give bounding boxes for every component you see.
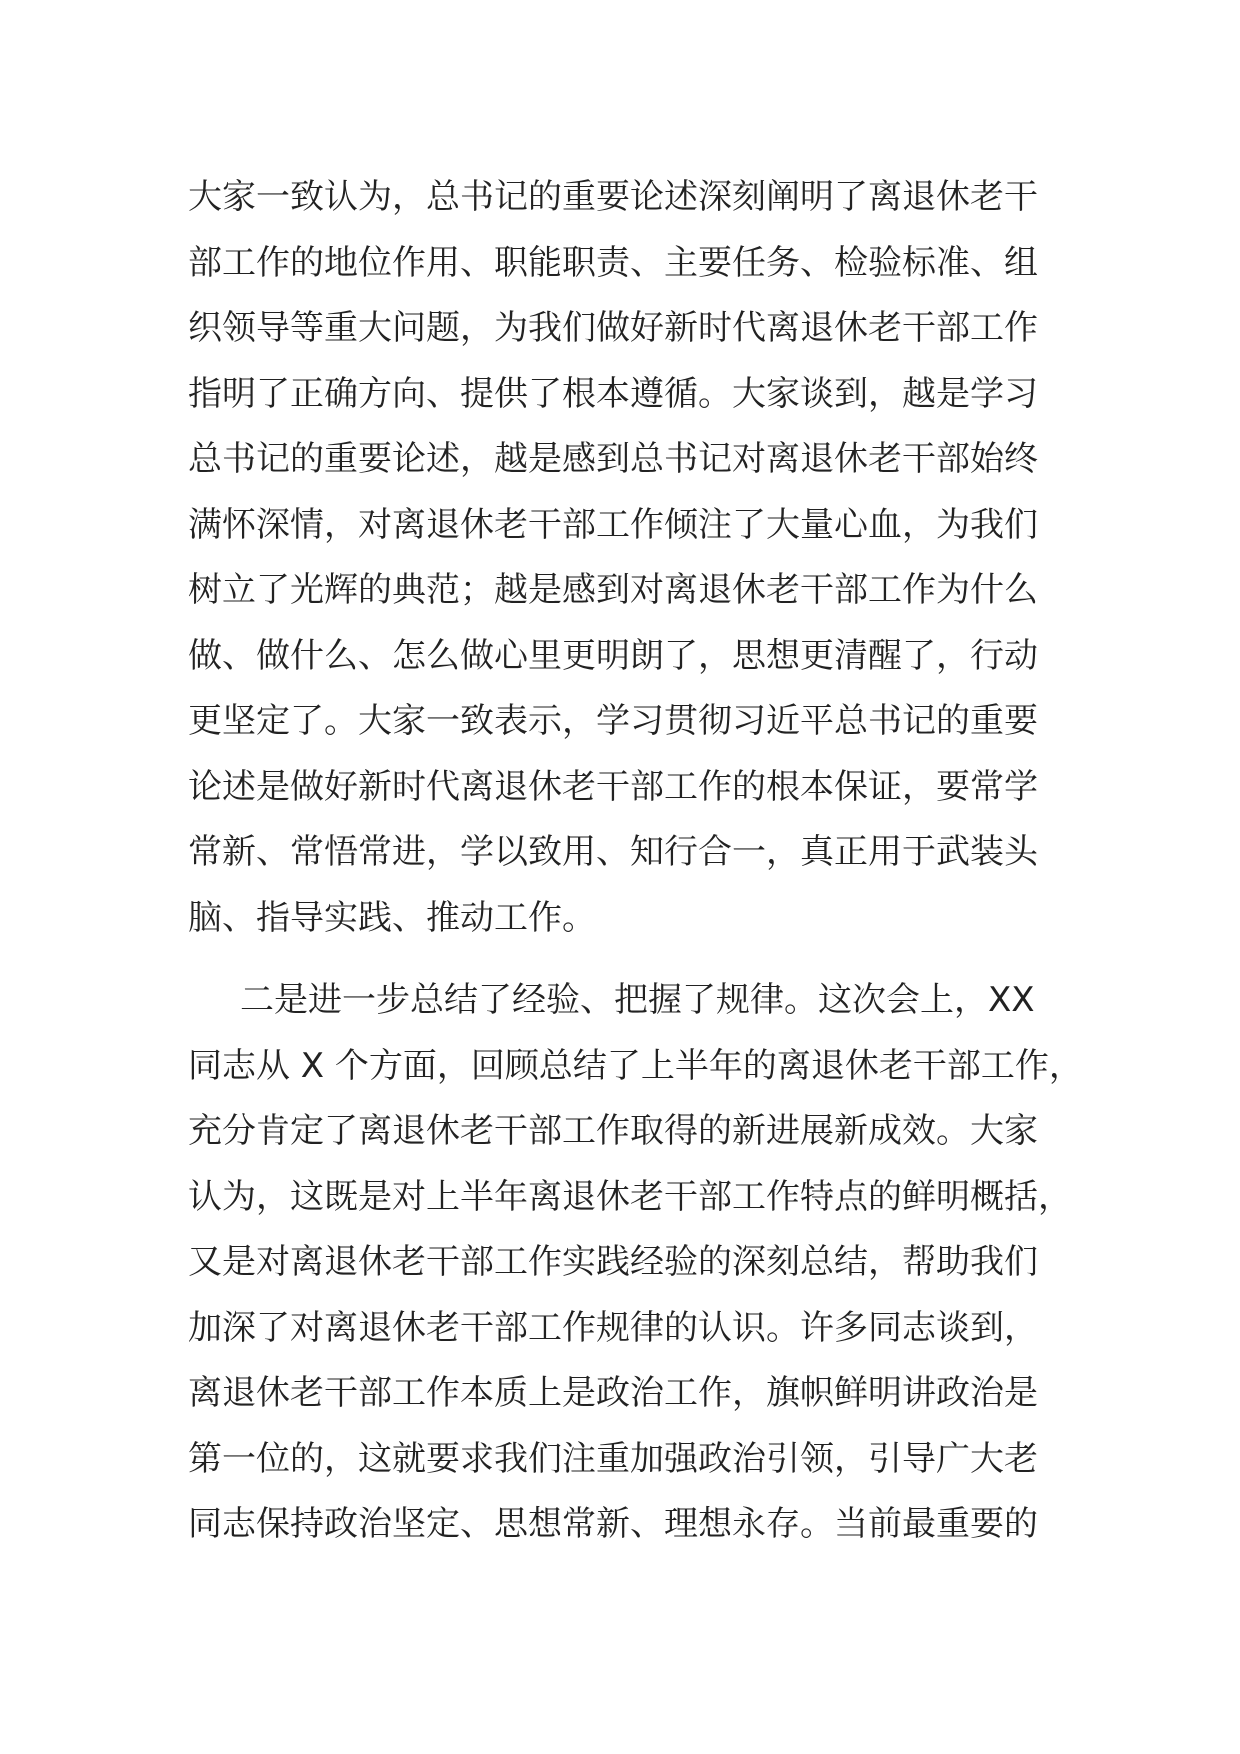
paragraph-line: 指明了正确方向、提供了根本遵循。大家谈到，越是学习 — [188, 373, 1038, 414]
paragraph-line: 部工作的地位作用、职能职责、主要任务、检验标准、组 — [188, 242, 1038, 283]
paragraph-line: 二是进一步总结了经验、把握了规律。这次会上，XX — [240, 980, 1035, 1020]
paragraph-2 — [188, 968, 1083, 1558]
paragraph-line: 更坚定了。大家一致表示，学习贯彻习近平总书记的重要 — [188, 701, 1038, 741]
paragraph-line: 做、做什么、怎么做心里更明朗了，思想更清醒了，行动 — [188, 635, 1038, 676]
paragraph-line: 同志从 X 个方面，回顾总结了上半年的离退休老干部工作， — [188, 1045, 1083, 1086]
paragraph-line: 总书记的重要论述，越是感到总书记对离退休老干部始终 — [188, 439, 1038, 479]
paragraph-line: 同志保持政治坚定、思想常新、理想永存。当前最重要的 — [188, 1504, 1038, 1544]
paragraph-line: 认为，这既是对上半年离退休老干部工作特点的鲜明概括， — [188, 1176, 1072, 1217]
paragraph-line: 脑、指导实践、推动工作。 — [188, 897, 596, 938]
paragraph-line: 离退休老干部工作本质上是政治工作，旗帜鲜明讲政治是 — [188, 1373, 1038, 1413]
paragraph-line: 树立了光辉的典范；越是感到对离退休老干部工作为什么 — [188, 570, 1038, 610]
paragraph-line: 加深了对离退休老干部工作规律的认识。许多同志谈到， — [188, 1307, 1038, 1348]
paragraph-line: 又是对离退休老干部工作实践经验的深刻总结，帮助我们 — [188, 1242, 1038, 1282]
paragraph-line: 满怀深情，对离退休老干部工作倾注了大量心血，为我们 — [188, 504, 1038, 545]
paragraph-line: 常新、常悟常进，学以致用、知行合一，真正用于武装头 — [188, 832, 1038, 872]
paragraph-line: 第一位的，这就要求我们注重加强政治引领，引导广大老 — [188, 1438, 1038, 1479]
paragraph-line: 充分肯定了离退休老干部工作取得的新进展新成效。大家 — [188, 1111, 1038, 1151]
paragraph-1 — [188, 165, 1068, 951]
paragraph-line: 论述是做好新时代离退休老干部工作的根本保证，要常学 — [188, 766, 1038, 807]
paragraph-line: 织领导等重大问题，为我们做好新时代离退休老干部工作 — [188, 308, 1038, 348]
paragraph-line: 大家一致认为，总书记的重要论述深刻阐明了离退休老干 — [188, 177, 1038, 217]
